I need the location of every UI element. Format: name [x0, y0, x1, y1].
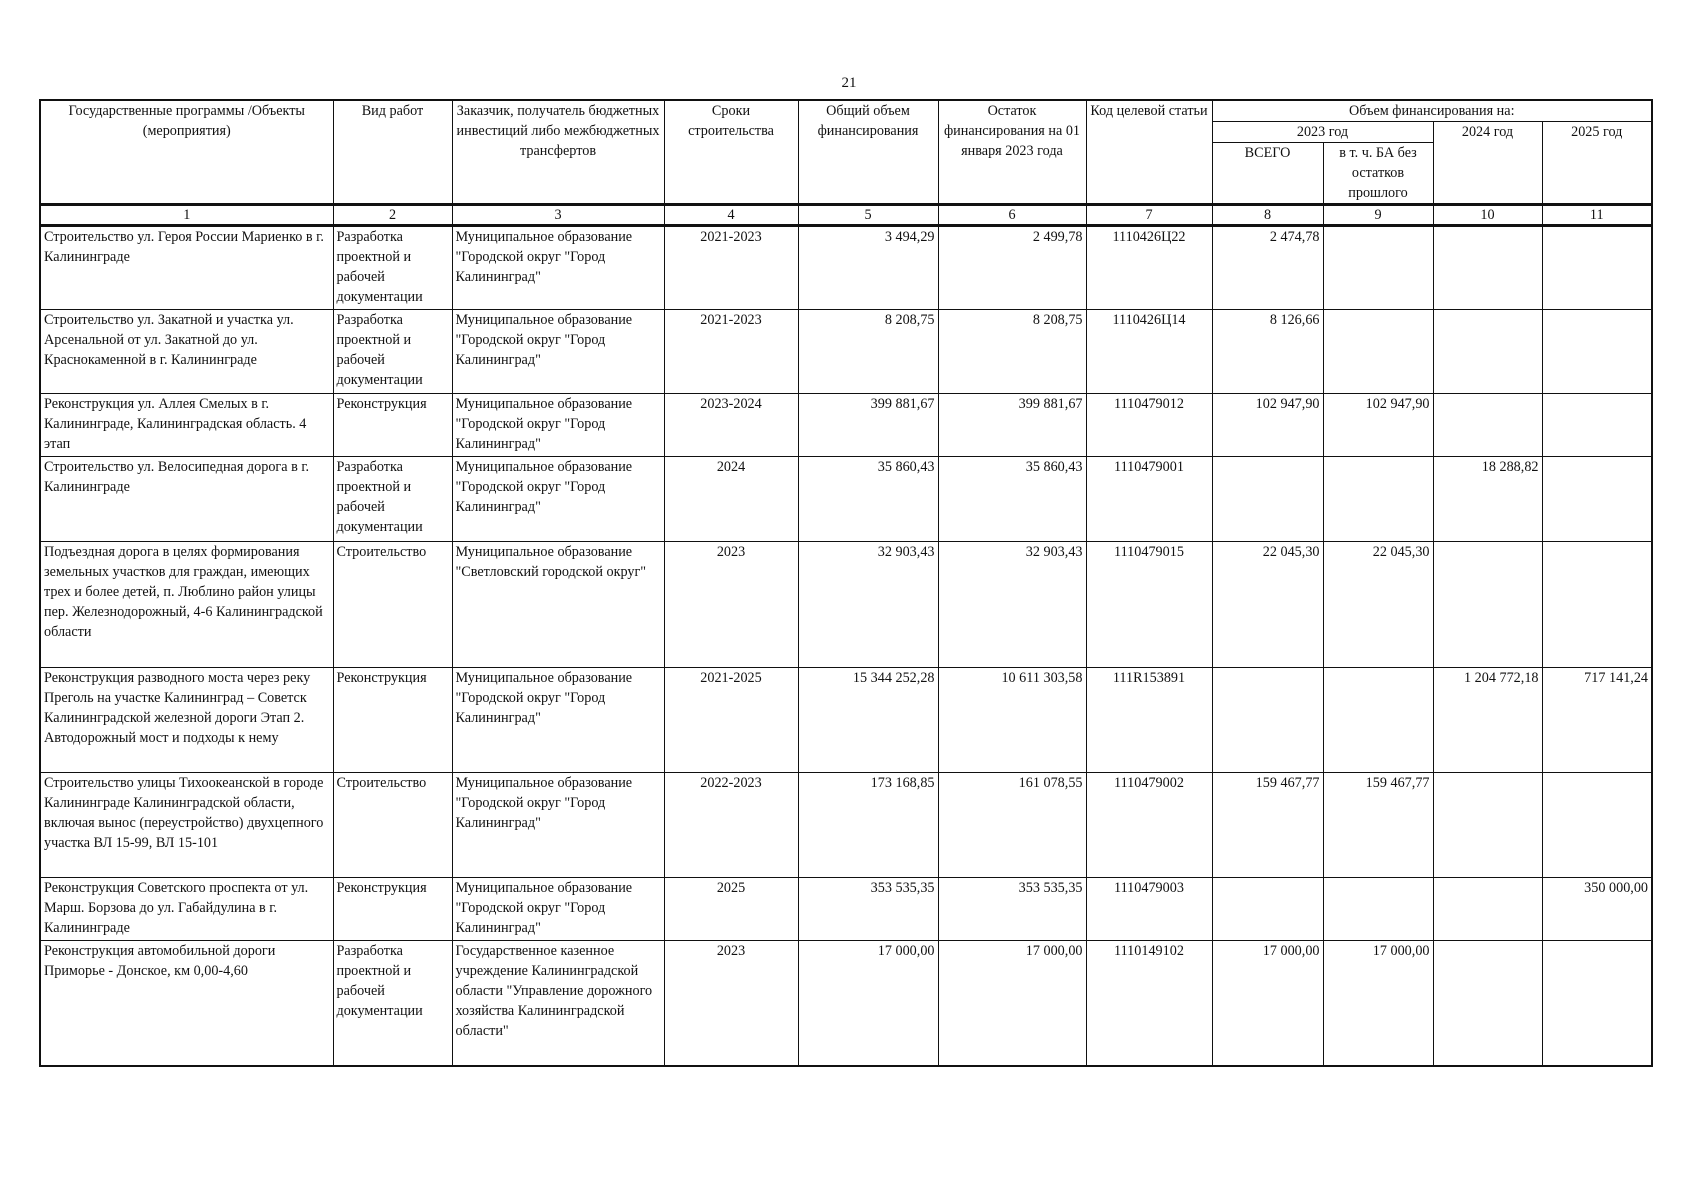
total-funding: 8 208,75	[798, 310, 938, 394]
object-name: Строительство ул. Закатной и участка ул. Арсенальной от ул. Закатной до ул. Краснокаменной в г. Калининграде	[40, 310, 333, 394]
column-number: 1	[40, 205, 333, 226]
funding-2024	[1433, 310, 1542, 394]
table-row	[40, 310, 1652, 394]
total-funding: 3 494,29	[798, 226, 938, 310]
funding-2025	[1542, 394, 1652, 457]
column-number: 2	[333, 205, 452, 226]
total-funding: 173 168,85	[798, 773, 938, 878]
funding-2025	[1542, 457, 1652, 542]
table-row	[40, 542, 1652, 668]
funding-2025	[1542, 941, 1652, 1066]
funding-2023-total: 8 126,66	[1212, 310, 1323, 394]
customer: Муниципальное образование "Городской округ "Город Калининград"	[452, 310, 664, 394]
funding-2024	[1433, 773, 1542, 878]
object-name: Реконструкция ул. Аллея Смелых в г. Калининграде, Калининградская область. 4 этап	[40, 394, 333, 457]
header-total-funding: Общий объем финансирования	[798, 100, 938, 205]
total-funding: 353 535,35	[798, 878, 938, 941]
object-name: Реконструкция разводного моста через реку Преголь на участке Калининград – Советск Калининградской железной дороги Этап 2. Автодорожный мост и подходы к нему	[40, 668, 333, 773]
total-funding: 35 860,43	[798, 457, 938, 542]
object-name: Реконструкция автомобильной дороги Приморье - Донское, км 0,00-4,60	[40, 941, 333, 1066]
customer: Муниципальное образование "Городской округ "Город Калининград"	[452, 394, 664, 457]
work-type: Реконструкция	[333, 394, 452, 457]
work-type: Разработка проектной и рабочей документации	[333, 310, 452, 394]
work-type: Строительство	[333, 773, 452, 878]
remaining-funding: 32 903,43	[938, 542, 1086, 668]
target-code: 1110479003	[1086, 878, 1212, 941]
column-number: 6	[938, 205, 1086, 226]
remaining-funding: 10 611 303,58	[938, 668, 1086, 773]
funding-2025: 350 000,00	[1542, 878, 1652, 941]
funding-2024: 1 204 772,18	[1433, 668, 1542, 773]
remaining-funding: 353 535,35	[938, 878, 1086, 941]
funding-2023-total: 17 000,00	[1212, 941, 1323, 1066]
table-row	[40, 878, 1652, 941]
construction-period: 2021-2023	[664, 310, 798, 394]
header-programs: Государственные программы /Объекты (мероприятия)	[40, 100, 333, 205]
remaining-funding: 399 881,67	[938, 394, 1086, 457]
column-number: 9	[1323, 205, 1433, 226]
header-construction-period: Сроки строительства	[664, 100, 798, 205]
object-name: Реконструкция Советского проспекта от ул. Марш. Борзова до ул. Габайдулина в г. Калининграде	[40, 878, 333, 941]
table-row	[40, 668, 1652, 773]
remaining-funding: 8 208,75	[938, 310, 1086, 394]
column-number: 11	[1542, 205, 1652, 226]
funding-2023-ba: 102 947,90	[1323, 394, 1433, 457]
header-2023-ba: в т. ч. БА без остатков прошлого	[1323, 143, 1433, 205]
construction-period: 2021-2023	[664, 226, 798, 310]
customer: Муниципальное образование "Светловский городской округ"	[452, 542, 664, 668]
construction-period: 2023	[664, 542, 798, 668]
construction-period: 2021-2025	[664, 668, 798, 773]
target-code: 1110479015	[1086, 542, 1212, 668]
target-code: 1110149102	[1086, 941, 1212, 1066]
header-funding-volume: Объем финансирования на:	[1212, 100, 1652, 122]
funding-2023-total: 22 045,30	[1212, 542, 1323, 668]
header-customer: Заказчик, получатель бюджетных инвестиций либо межбюджетных трансфертов	[452, 100, 664, 205]
remaining-funding: 17 000,00	[938, 941, 1086, 1066]
funding-2023-ba: 22 045,30	[1323, 542, 1433, 668]
construction-period: 2025	[664, 878, 798, 941]
funding-2024	[1433, 226, 1542, 310]
work-type: Реконструкция	[333, 668, 452, 773]
target-code: 1110479012	[1086, 394, 1212, 457]
column-numbers-row	[40, 205, 1652, 226]
construction-period: 2023-2024	[664, 394, 798, 457]
target-code: 1110426Ц22	[1086, 226, 1212, 310]
funding-2023-total	[1212, 878, 1323, 941]
funding-2023-ba: 17 000,00	[1323, 941, 1433, 1066]
work-type: Разработка проектной и рабочей документации	[333, 941, 452, 1066]
funding-2025	[1542, 226, 1652, 310]
total-funding: 15 344 252,28	[798, 668, 938, 773]
funding-2024	[1433, 878, 1542, 941]
customer: Муниципальное образование "Городской округ "Город Калининград"	[452, 773, 664, 878]
table-row	[40, 394, 1652, 457]
target-code: 111R153891	[1086, 668, 1212, 773]
customer: Муниципальное образование "Городской округ "Город Калининград"	[452, 457, 664, 542]
column-number: 3	[452, 205, 664, 226]
funding-2023-total	[1212, 668, 1323, 773]
funding-2024	[1433, 394, 1542, 457]
header-remaining-funding: Остаток финансирования на 01 января 2023 года	[938, 100, 1086, 205]
total-funding: 17 000,00	[798, 941, 938, 1066]
object-name: Подъездная дорога в целях формирования земельных участков для граждан, имеющих трех и более детей, п. Люблино район улицы пер. Железнодорожный, 4-6 Калининградской области	[40, 542, 333, 668]
header-2023-total: ВСЕГО	[1212, 143, 1323, 205]
target-code: 1110479002	[1086, 773, 1212, 878]
total-funding: 399 881,67	[798, 394, 938, 457]
column-number: 5	[798, 205, 938, 226]
remaining-funding: 35 860,43	[938, 457, 1086, 542]
work-type: Реконструкция	[333, 878, 452, 941]
work-type: Разработка проектной и рабочей документации	[333, 457, 452, 542]
object-name: Строительство ул. Велосипедная дорога в г. Калининграде	[40, 457, 333, 542]
funding-2023-ba: 159 467,77	[1323, 773, 1433, 878]
column-number: 4	[664, 205, 798, 226]
customer: Муниципальное образование "Городской округ "Город Калининград"	[452, 668, 664, 773]
funding-2024: 18 288,82	[1433, 457, 1542, 542]
customer: Муниципальное образование "Городской округ "Город Калининград"	[452, 878, 664, 941]
funding-2025	[1542, 542, 1652, 668]
customer: Муниципальное образование "Городской округ "Город Калининград"	[452, 226, 664, 310]
funding-2023-total	[1212, 457, 1323, 542]
construction-period: 2022-2023	[664, 773, 798, 878]
funding-2023-ba	[1323, 668, 1433, 773]
work-type: Разработка проектной и рабочей документации	[333, 226, 452, 310]
funding-2024	[1433, 542, 1542, 668]
column-number: 7	[1086, 205, 1212, 226]
table-row	[40, 457, 1652, 542]
construction-period: 2023	[664, 941, 798, 1066]
funding-2023-ba	[1323, 878, 1433, 941]
funding-2023-total: 102 947,90	[1212, 394, 1323, 457]
header-year-2024: 2024 год	[1433, 122, 1542, 205]
target-code: 1110426Ц14	[1086, 310, 1212, 394]
funding-table	[39, 99, 1653, 1067]
funding-2023-total: 2 474,78	[1212, 226, 1323, 310]
column-number: 8	[1212, 205, 1323, 226]
table-row	[40, 226, 1652, 310]
construction-period: 2024	[664, 457, 798, 542]
work-type: Строительство	[333, 542, 452, 668]
target-code: 1110479001	[1086, 457, 1212, 542]
funding-2024	[1433, 941, 1542, 1066]
header-target-code: Код целевой статьи	[1086, 100, 1212, 205]
column-number: 10	[1433, 205, 1542, 226]
page-number: 21	[841, 75, 857, 91]
table-row	[40, 773, 1652, 878]
object-name: Строительство улицы Тихоокеанской в городе Калининграде Калининградской области, включая вынос (переустройство) двухцепного участка ВЛ 15-99, ВЛ 15-101	[40, 773, 333, 878]
object-name: Строительство ул. Героя России Мариенко в г. Калининграде	[40, 226, 333, 310]
funding-2025: 717 141,24	[1542, 668, 1652, 773]
header-work-type: Вид работ	[333, 100, 452, 205]
funding-2023-ba	[1323, 226, 1433, 310]
total-funding: 32 903,43	[798, 542, 938, 668]
header-year-2023: 2023 год	[1212, 122, 1433, 143]
remaining-funding: 2 499,78	[938, 226, 1086, 310]
funding-2025	[1542, 773, 1652, 878]
funding-2023-ba	[1323, 310, 1433, 394]
header-year-2025: 2025 год	[1542, 122, 1652, 205]
table-row	[40, 941, 1652, 1066]
customer: Государственное казенное учреждение Калининградской области "Управление дорожного хозяйства Калининградской области"	[452, 941, 664, 1066]
funding-2025	[1542, 310, 1652, 394]
funding-2023-ba	[1323, 457, 1433, 542]
remaining-funding: 161 078,55	[938, 773, 1086, 878]
funding-2023-total: 159 467,77	[1212, 773, 1323, 878]
